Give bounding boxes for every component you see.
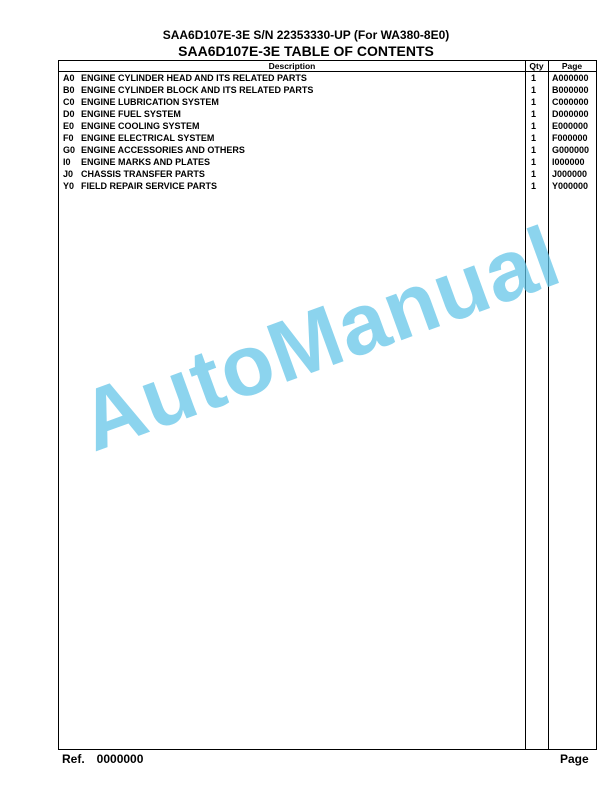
table-row	[59, 120, 596, 132]
row-page: E000000	[552, 121, 589, 131]
row-qty: 1	[531, 97, 537, 107]
contents-table	[58, 60, 597, 750]
row-qty: 1	[531, 169, 537, 179]
row-description: ENGINE MARKS AND PLATES	[81, 157, 211, 167]
row-code: I0	[63, 157, 71, 167]
row-code: F0	[63, 133, 74, 143]
row-description: ENGINE COOLING SYSTEM	[81, 121, 200, 131]
row-description: ENGINE ACCESSORIES AND OTHERS	[81, 145, 245, 155]
row-qty: 1	[531, 181, 537, 191]
row-page: Y000000	[552, 181, 589, 191]
row-description: ENGINE ELECTRICAL SYSTEM	[81, 133, 215, 143]
row-code: G0	[63, 145, 76, 155]
row-qty: 1	[531, 157, 537, 167]
row-code: Y0	[63, 181, 75, 191]
row-description: ENGINE CYLINDER HEAD AND ITS RELATED PARTS	[81, 73, 307, 83]
row-description: ENGINE LUBRICATION SYSTEM	[81, 97, 219, 107]
row-description: CHASSIS TRANSFER PARTS	[81, 169, 205, 179]
row-code: J0	[63, 169, 74, 179]
row-page: D000000	[552, 109, 589, 119]
row-page: I000000	[552, 157, 585, 167]
row-qty: 1	[531, 73, 537, 83]
row-page: F000000	[552, 133, 588, 143]
row-code: A0	[63, 73, 75, 83]
table-row	[59, 84, 596, 96]
ref-label: Ref.	[62, 752, 85, 766]
table-row	[59, 156, 596, 168]
table-row	[59, 144, 596, 156]
table-row	[59, 168, 596, 180]
table-row	[59, 108, 596, 120]
column-header-page: Page	[561, 61, 583, 71]
document-subtitle: SAA6D107E-3E TABLE OF CONTENTS	[178, 43, 434, 59]
watermark: AutoManual	[67, 208, 573, 470]
ref-value: 0000000	[96, 752, 144, 766]
row-description: ENGINE CYLINDER BLOCK AND ITS RELATED PARTS	[81, 85, 314, 95]
column-header-qty: Qty	[529, 61, 544, 71]
row-code: B0	[63, 85, 75, 95]
row-page: J000000	[552, 169, 588, 179]
row-code: C0	[63, 97, 75, 107]
document-title: SAA6D107E-3E S/N 22353330-UP (For WA380-8E0)	[162, 28, 450, 42]
table-row	[59, 72, 596, 84]
table-row	[59, 132, 596, 144]
column-header-description: Description	[268, 61, 316, 71]
row-page: C000000	[552, 97, 589, 107]
table-row	[59, 180, 596, 192]
row-page: A000000	[552, 73, 589, 83]
footer-ref	[62, 752, 143, 766]
row-page: G000000	[552, 145, 590, 155]
row-qty: 1	[531, 133, 537, 143]
row-description: FIELD REPAIR SERVICE PARTS	[81, 181, 218, 191]
row-qty: 1	[531, 85, 537, 95]
row-code: D0	[63, 109, 75, 119]
row-qty: 1	[531, 145, 537, 155]
row-page: B000000	[552, 85, 589, 95]
row-code: E0	[63, 121, 75, 131]
table-row	[59, 96, 596, 108]
row-qty: 1	[531, 109, 537, 119]
row-qty: 1	[531, 121, 537, 131]
row-description: ENGINE FUEL SYSTEM	[81, 109, 181, 119]
footer-page-label: Page	[560, 752, 589, 766]
